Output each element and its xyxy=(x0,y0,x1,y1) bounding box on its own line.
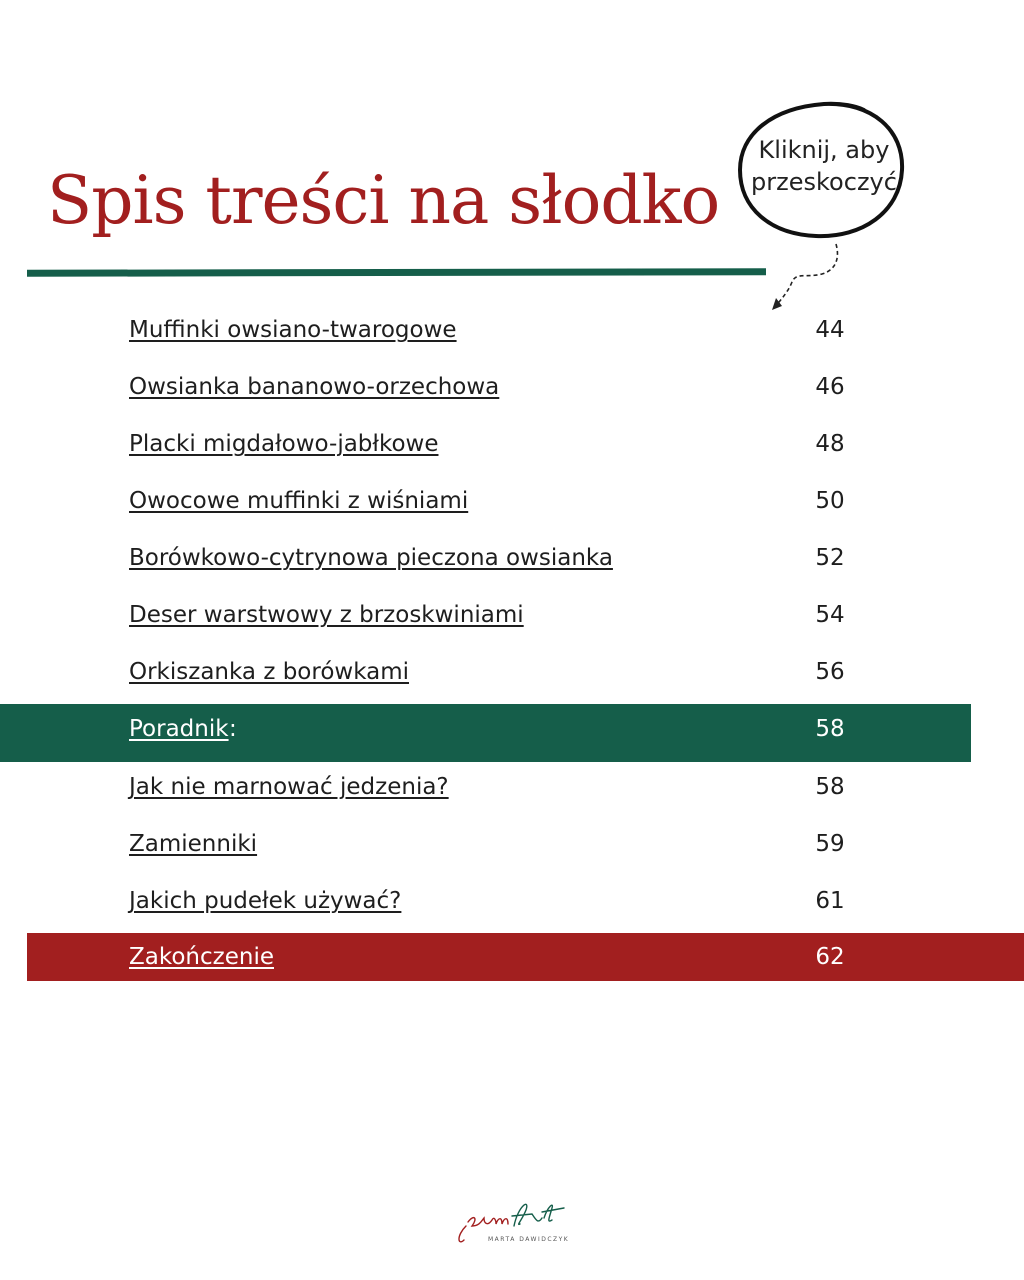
toc-page-number: 58 xyxy=(815,774,845,800)
toc-page-number: 59 xyxy=(815,831,845,857)
toc-row-owsianka[interactable] xyxy=(0,362,1024,419)
toc-row-zamienniki[interactable] xyxy=(0,819,1024,876)
toc-page-number: 58 xyxy=(815,716,845,742)
toc-page-number: 62 xyxy=(815,944,845,970)
hint-text xyxy=(746,134,902,198)
toc-link[interactable]: Orkiszanka z borówkami xyxy=(129,659,410,685)
toc-page-number: 50 xyxy=(815,488,845,514)
toc-link[interactable]: Poradnik xyxy=(129,716,229,742)
toc-row-borowkowo[interactable] xyxy=(0,533,1024,590)
toc-page-number: 54 xyxy=(815,602,845,628)
toc-row-zakonczenie[interactable] xyxy=(27,933,1024,981)
toc-row-orkiszanka[interactable] xyxy=(0,647,1024,704)
toc-link[interactable]: Deser warstwowy z brzoskwiniami xyxy=(129,602,524,628)
toc-page-number: 61 xyxy=(815,888,845,914)
toc-row-pudelka[interactable] xyxy=(0,876,1024,933)
toc-link[interactable]: Placki migdałowo-jabłkowe xyxy=(129,431,439,457)
toc-page-number: 46 xyxy=(815,374,845,400)
hint-line-1: Kliknij, aby xyxy=(758,136,890,164)
toc-link[interactable]: Borówkowo-cytrynowa pieczona owsianka xyxy=(129,545,613,571)
toc-link[interactable]: Muffinki owsiano-twarogowe xyxy=(129,317,457,343)
toc-link[interactable]: Zakończenie xyxy=(129,944,274,970)
logo-subtitle: MARTA DAWIDCZYK xyxy=(488,1236,570,1243)
table-of-contents xyxy=(0,305,1024,981)
toc-row-owocowe-muffinki[interactable] xyxy=(0,476,1024,533)
hint-line-2: przeskoczyć xyxy=(751,168,897,196)
toc-page-number: 56 xyxy=(815,659,845,685)
toc-link[interactable]: Owsianka bananowo-orzechowa xyxy=(129,374,500,400)
toc-page-number: 44 xyxy=(815,317,845,343)
toc-link[interactable]: Jak nie marnować jedzenia? xyxy=(129,774,449,800)
toc-row-poradnik[interactable] xyxy=(0,704,971,762)
toc-page-number: 52 xyxy=(815,545,845,571)
toc-row-marnowanie[interactable] xyxy=(0,762,1024,819)
toc-row-placki[interactable] xyxy=(0,419,1024,476)
title-underline-divider xyxy=(27,268,766,277)
page-title: Spis treści na słodko xyxy=(47,162,720,239)
toc-label-suffix: : xyxy=(229,716,237,742)
toc-row-muffinki[interactable] xyxy=(0,305,1024,362)
toc-link[interactable]: Owocowe muffinki z wiśniami xyxy=(129,488,469,514)
toc-page-number: 48 xyxy=(815,431,845,457)
toc-row-deser[interactable] xyxy=(0,590,1024,647)
toc-link[interactable]: Jakich pudełek używać? xyxy=(129,888,402,914)
toc-link[interactable]: Zamienniki xyxy=(129,831,258,857)
